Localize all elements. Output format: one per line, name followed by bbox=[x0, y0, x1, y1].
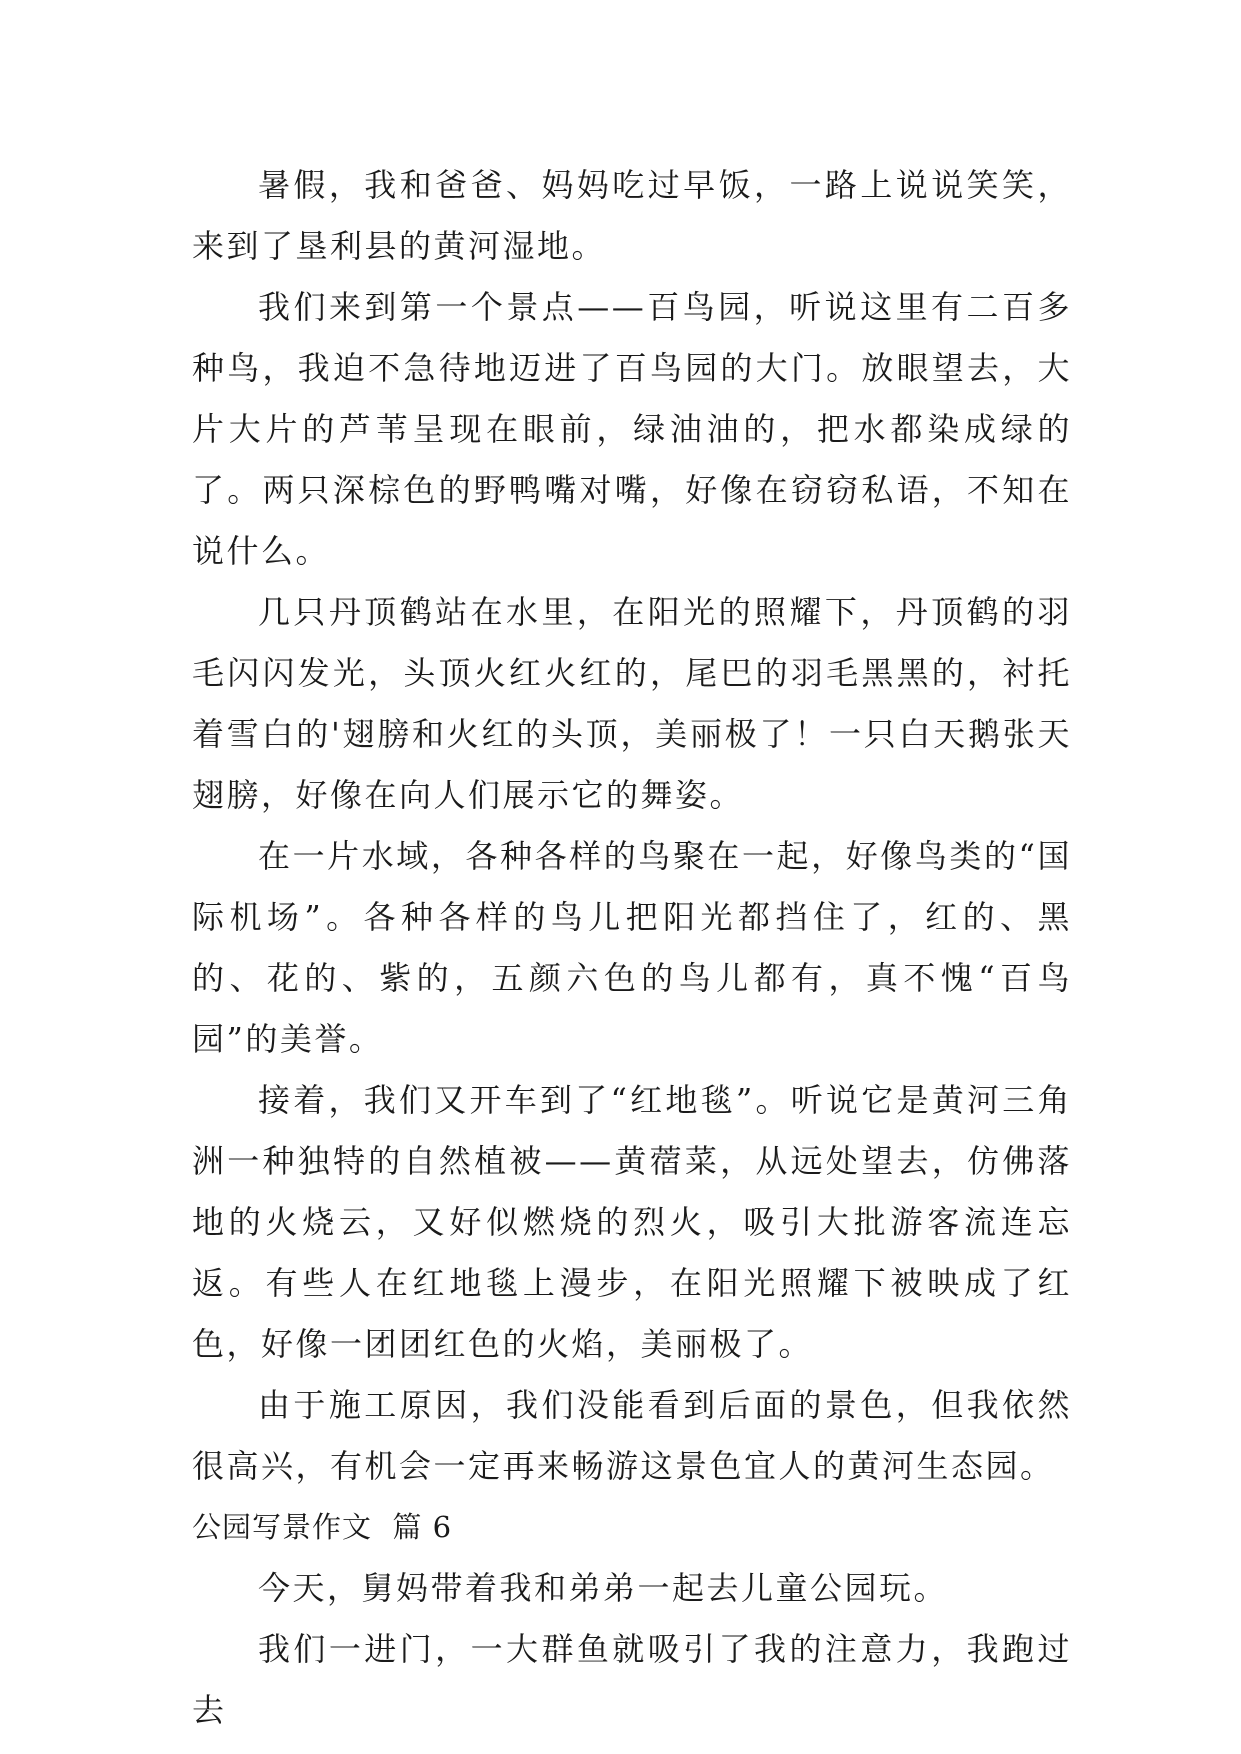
paragraph-8: 我们一进门，一大群鱼就吸引了我的注意力，我跑过去 bbox=[192, 1630, 1072, 1729]
paragraph-6: 由于施工原因，我们没能看到后面的景色，但我依然很高兴，有机会一定再来畅游这景色宜人的黄河生态园。 bbox=[192, 1386, 1072, 1485]
paragraph-4: 在一片水域，各种各样的鸟聚在一起，好像鸟类的“国际机场”。各种各样的鸟儿把阳光都挡住了，红的、黑的、花的、紫的，五颜六色的鸟儿都有，真不愧“百鸟园”的美誉。 bbox=[192, 837, 1072, 1058]
document-body bbox=[192, 155, 1072, 1741]
paragraph-5: 接着，我们又开车到了“红地毯”。听说它是黄河三角洲一种独特的自然植被——黄蓿菜，从远处望去，仿佛落地的火烧云，又好似燃烧的烈火，吸引大批游客流连忘返。有些人在红地毯上漫步，在阳光照耀下被映成了红色，好像一团团红色的火焰，美丽极了。 bbox=[192, 1081, 1072, 1363]
paragraph-1: 暑假，我和爸爸、妈妈吃过早饭，一路上说说笑笑，来到了垦利县的黄河湿地。 bbox=[192, 166, 1072, 265]
section-heading: 公园写景作文 篇 6 bbox=[192, 1510, 453, 1544]
paragraph-2: 我们来到第一个景点——百鸟园，听说这里有二百多种鸟，我迫不急待地迈进了百鸟园的大门。放眼望去，大片大片的芦苇呈现在眼前，绿油油的，把水都染成绿的了。两只深棕色的野鸭嘴对嘴，好像在窃窃私语，不知在说什么。 bbox=[192, 288, 1072, 570]
paragraph-7: 今天，舅妈带着我和弟弟一起去儿童公园玩。 bbox=[258, 1569, 949, 1607]
paragraph-3: 几只丹顶鹤站在水里，在阳光的照耀下，丹顶鹤的羽毛闪闪发光，头顶火红火红的，尾巴的羽毛黑黑的，衬托着雪白的'翅膀和火红的头顶，美丽极了！一只白天鹅张天翅膀，好像在向人们展示它的舞姿。 bbox=[192, 593, 1072, 814]
